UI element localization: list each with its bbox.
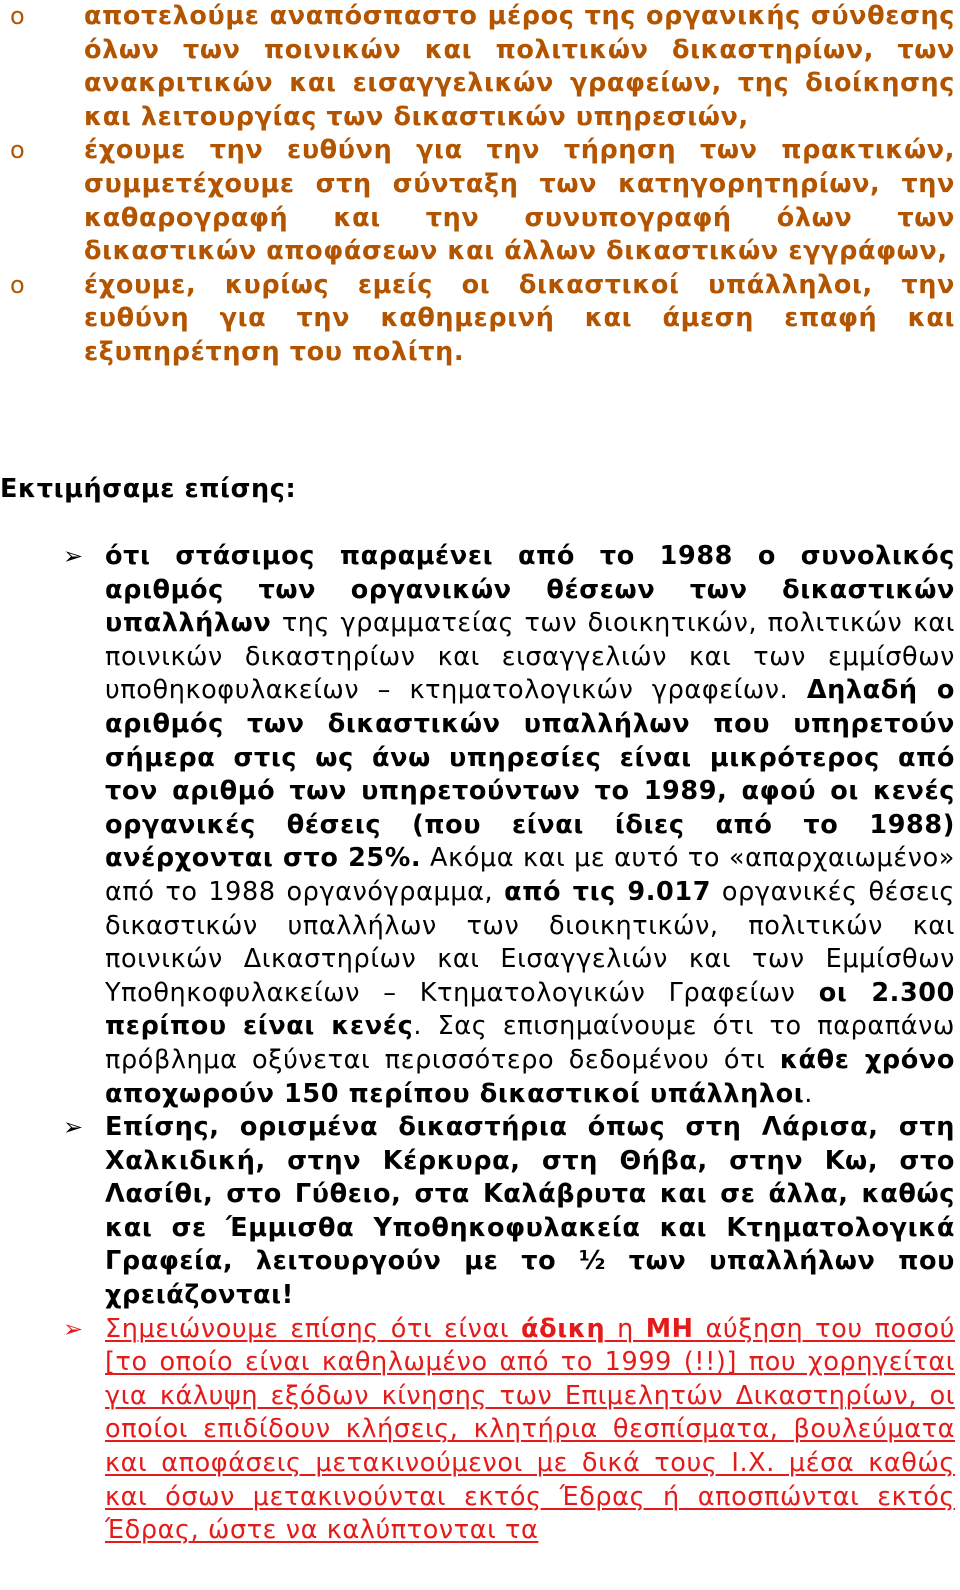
arrow-bullet-icon: ➢ — [63, 1314, 84, 1343]
circle-bullet-icon: o — [10, 136, 26, 165]
circle-bullet-icon: o — [10, 270, 26, 299]
duty-text: αποτελούμε αναπόσπαστο μέρος της οργανικής σύνθεσης όλων των ποινικών και πολιτικών δικαστηρίων, των ανακριτικών και εισαγγελικών γραφείων, της διοίκησης και λειτουργίας των δικαστικών υπηρεσιών, — [84, 1, 955, 132]
paragraph-span: ΜΗ — [645, 1313, 694, 1344]
arrow-bullet-icon: ➢ — [63, 542, 84, 570]
paragraph-span: Επίσης, ορισμένα δικαστήρια όπως στη Λάρισα, στη Χαλκιδική, στην Κέρκυρα, στη Θήβα, στην Κω, στο Λασίθι, στο Γύθειο, στα Καλάβρυτα και σε άλλα, καθώς και σε Έμμισθα Υποθηκοφυλακεία και Κτηματολογικά Γραφεία, λειτουργούν με το ½ των υπαλλήλων που χρειάζονται! — [105, 1112, 955, 1311]
section-heading: Εκτιμήσαμε επίσης: — [0, 474, 297, 504]
circle-bullet-icon: o — [10, 2, 26, 30]
duties-list — [0, 0, 955, 370]
paragraph-span: από τις 9.017 — [504, 876, 712, 907]
list-item — [0, 269, 955, 370]
paragraph-span: . — [804, 1078, 813, 1109]
paragraph-span: Ακόμα και με αυτό το «απαρχαιωμένο» από το 1988 οργανόγραμμα, — [105, 843, 955, 907]
list-item — [0, 1111, 955, 1313]
paragraph-span: κάθε χρόνο αποχωρούν 150 περίπου δικαστικοί υπάλληλοι — [105, 1044, 955, 1109]
paragraph-span: . Σας επισημαίνουμε ότι το παραπάνω πρόβλημα οξύνεται περισσότερο δεδομένου ότι — [105, 1011, 955, 1075]
findings-list — [0, 540, 955, 1548]
paragraph-span: της γραμματείας των διοικητικών, πολιτικών και ποινικών δικαστηρίων και εισαγγελιών και των εμμίσθων υποθηκοφυλακείων – κτηματολογικών γραφείων. — [105, 608, 955, 706]
paragraph-span: Σημειώνουμε επίσης ότι είναι — [105, 1313, 521, 1344]
paragraph-span: Δηλαδή ο αριθμός των δικαστικών υπαλλήλων που υπηρετούν σήμερα στις ως άνω υπηρεσίες είναι μικρότερος από τον αριθμό των υπηρετούντων το 1989, αφού οι κενές οργανικές θέσεις (που είναι ίδιες από το 1988) ανέρχονται στο 25%. — [105, 675, 956, 874]
list-item — [0, 540, 955, 1111]
duty-text: έχουμε, κυρίως εμείς οι δικαστικοί υπάλληλοι, την ευθύνη για την καθημερινή και άμεση επαφή και εξυπηρέτηση του πολίτη. — [84, 269, 955, 367]
paragraph-span: η — [605, 1313, 646, 1344]
list-item — [0, 0, 955, 134]
paragraph-span: ότι στάσιμος παραμένει από το 1988 ο συνολικός αριθμός των οργανικών θέσεων των δικαστικών υπαλλήλων — [105, 541, 955, 639]
arrow-bullet-icon: ➢ — [63, 1113, 84, 1142]
duty-text: έχουμε την ευθύνη για την τήρηση των πρακτικών, συμμετέχουμε στη σύνταξη των κατηγορητηρίων, την καθαρογραφή και την συνυπογραφή όλων των δικαστικών αποφάσεων και άλλων δικαστικών εγγράφων, — [84, 135, 955, 267]
paragraph-span: οι 2.300 περίπου είναι κενές — [105, 977, 955, 1042]
paragraph-span: αύξηση του ποσού [το οποίο είναι καθηλωμένο από το 1999 (!!)] που χορηγείται για κάλυψη εξόδων κίνησης των Επιμελητών Δικαστηρίων, οι οποίοι επιδίδουν κλήσεις, κλητήρια θεσπίσματα, βουλεύματα και αποφάσεις μετακινούμενοι με δικά τους Ι.Χ. μέσα καθώς και όσων μετακινούνται εκτός Έδρας ή αποσπώνται εκτός Έδρας, ώστε να καλύπτονται τα — [105, 1313, 955, 1546]
list-item — [0, 134, 955, 268]
paragraph-span: οργανικές θέσεις δικαστικών υπαλλήλων των διοικητικών, πολιτικών και ποινικών Δικαστηρίων και Εισαγγελιών και των Εμμίσθων Υποθηκοφυλακείων – Κτηματολογικών Γραφείων — [105, 876, 955, 1008]
paragraph-span: άδικη — [520, 1313, 606, 1344]
list-item — [0, 1313, 955, 1548]
